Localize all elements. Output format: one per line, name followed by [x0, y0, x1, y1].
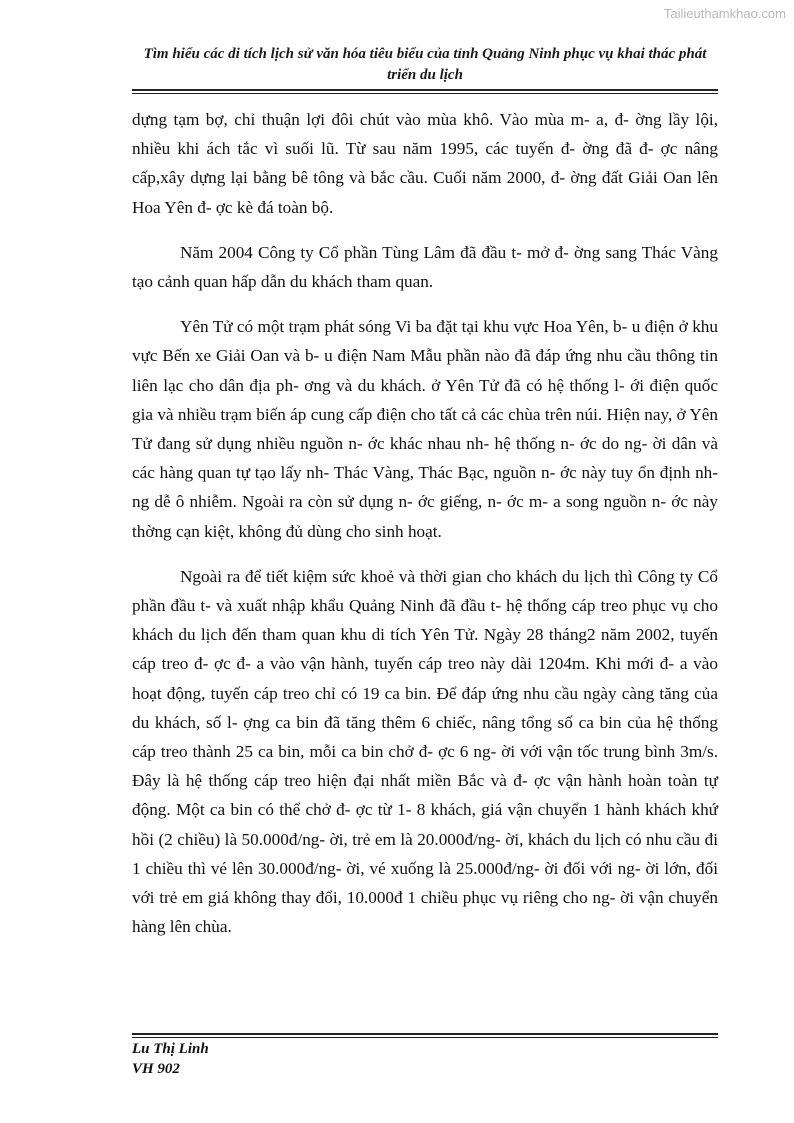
document-body	[132, 105, 718, 957]
paragraph-3: Yên Tử có một trạm phát sóng Vi ba đặt tại khu vực Hoa Yên, b- u điện ở khu vực Bến xe Giải Oan và b- u điện Nam Mẫu phần nào đã đáp ứng nhu cầu thông tin liên lạc cho dân địa ph- ơng và du khách. ở Yên Tử đã có hệ thống l- ới điện quốc gia và nhiều trạm biến áp cung cấp điện cho tất cả các chùa trên núi. Hiện nay, ở Yên Tử đang sử dụng nhiều nguồn n- ớc khác nhau nh- hệ thống n- ớc do ng- ời dân và các hàng quan tự tạo lấy nh- Thác Vàng, Thác Bạc, nguồn n- ớc này tuy ổn định nh- ng dễ ô nhiễm. Ngoài ra còn sử dụng n- ớc giếng, n- ớc m- a song nguồn n- ớc này thờng cạn kiệt, không đủ dùng cho sinh hoạt.	[132, 317, 718, 541]
footer-author: Lu Thị Linh	[132, 1041, 209, 1057]
footer-rule-thin	[132, 1037, 718, 1038]
page-footer	[132, 1039, 209, 1079]
page-header-title: Tìm hiểu các di tích lịch sử văn hóa tiêu biểu của tỉnh Quảng Ninh phục vụ khai thác phát triển du lịch	[143, 46, 707, 83]
paragraph-2: Năm 2004 Công ty Cổ phần Tùng Lâm đã đầu t- mở đ- ờng sang Thác Vàng tạo cảnh quan hấp dẫn du khách tham quan.	[132, 242, 718, 292]
paragraph-1: dựng tạm bợ, chỉ thuận lợi đôi chút vào mùa khô. Vào mùa m- a, đ- ờng lầy lội, nhiều khi ách tắc vì suối lũ. Từ sau năm 1995, các tuyến đ- ờng đã đ- ợc nâng cấp,xây dựng lại bằng bê tông và bắc cầu. Cuối năm 2000, đ- ờng đất Giải Oan lên Hoa Yên đ- ợc kè đá toàn bộ.	[132, 110, 718, 217]
footer-rule-thick	[132, 1033, 718, 1035]
watermark: Tailieuthamkhao.com	[663, 6, 786, 21]
paragraph-4: Ngoài ra để tiết kiệm sức khoẻ và thời gian cho khách du lịch thì Công ty Cổ phần đầu t- và xuất nhập khẩu Quảng Ninh đã đầu t- hệ thống cáp treo phục vụ cho khách du lịch đến tham quan khu di tích Yên Tử. Ngày 28 tháng2 năm 2002, tuyến cáp treo đ- ợc đ- a vào vận hành, tuyến cáp treo này dài 1204m. Khi mới đ- a vào hoạt động, tuyến cáp treo chỉ có 19 ca bin. Để đáp ứng nhu cầu ngày càng tăng của du khách, số l- ợng ca bin đã tăng thêm 6 chiếc, nâng tổng số ca bin của hệ thống cáp treo thành 25 ca bin, mỗi ca bin chở đ- ợc 6 ng- ời với vận tốc trung bình 3m/s. Đây là hệ thống cáp treo hiện đại nhất miền Bắc và đ- ợc vận hành hoàn toàn tự động. Một ca bin có thể chở đ- ợc từ 1- 8 khách, giá vận chuyển 1 hành khách khứ hồi (2 chiều) là 50.000đ/ng- ời, trẻ em là 20.000đ/ng- ời, khách du lịch có nhu cầu đi 1 chiều thì vé lên 30.000đ/ng- ời, vé xuống là 25.000đ/ng- ời đối với ng- ời lớn, đối với trẻ em giá không thay đổi, 10.000đ 1 chiều phục vụ riêng cho ng- ời vận chuyển hàng lên chùa.	[132, 566, 718, 937]
header-rule-thin	[132, 93, 718, 94]
footer-class: VH 902	[132, 1061, 180, 1077]
header-rule-thick	[132, 89, 718, 91]
